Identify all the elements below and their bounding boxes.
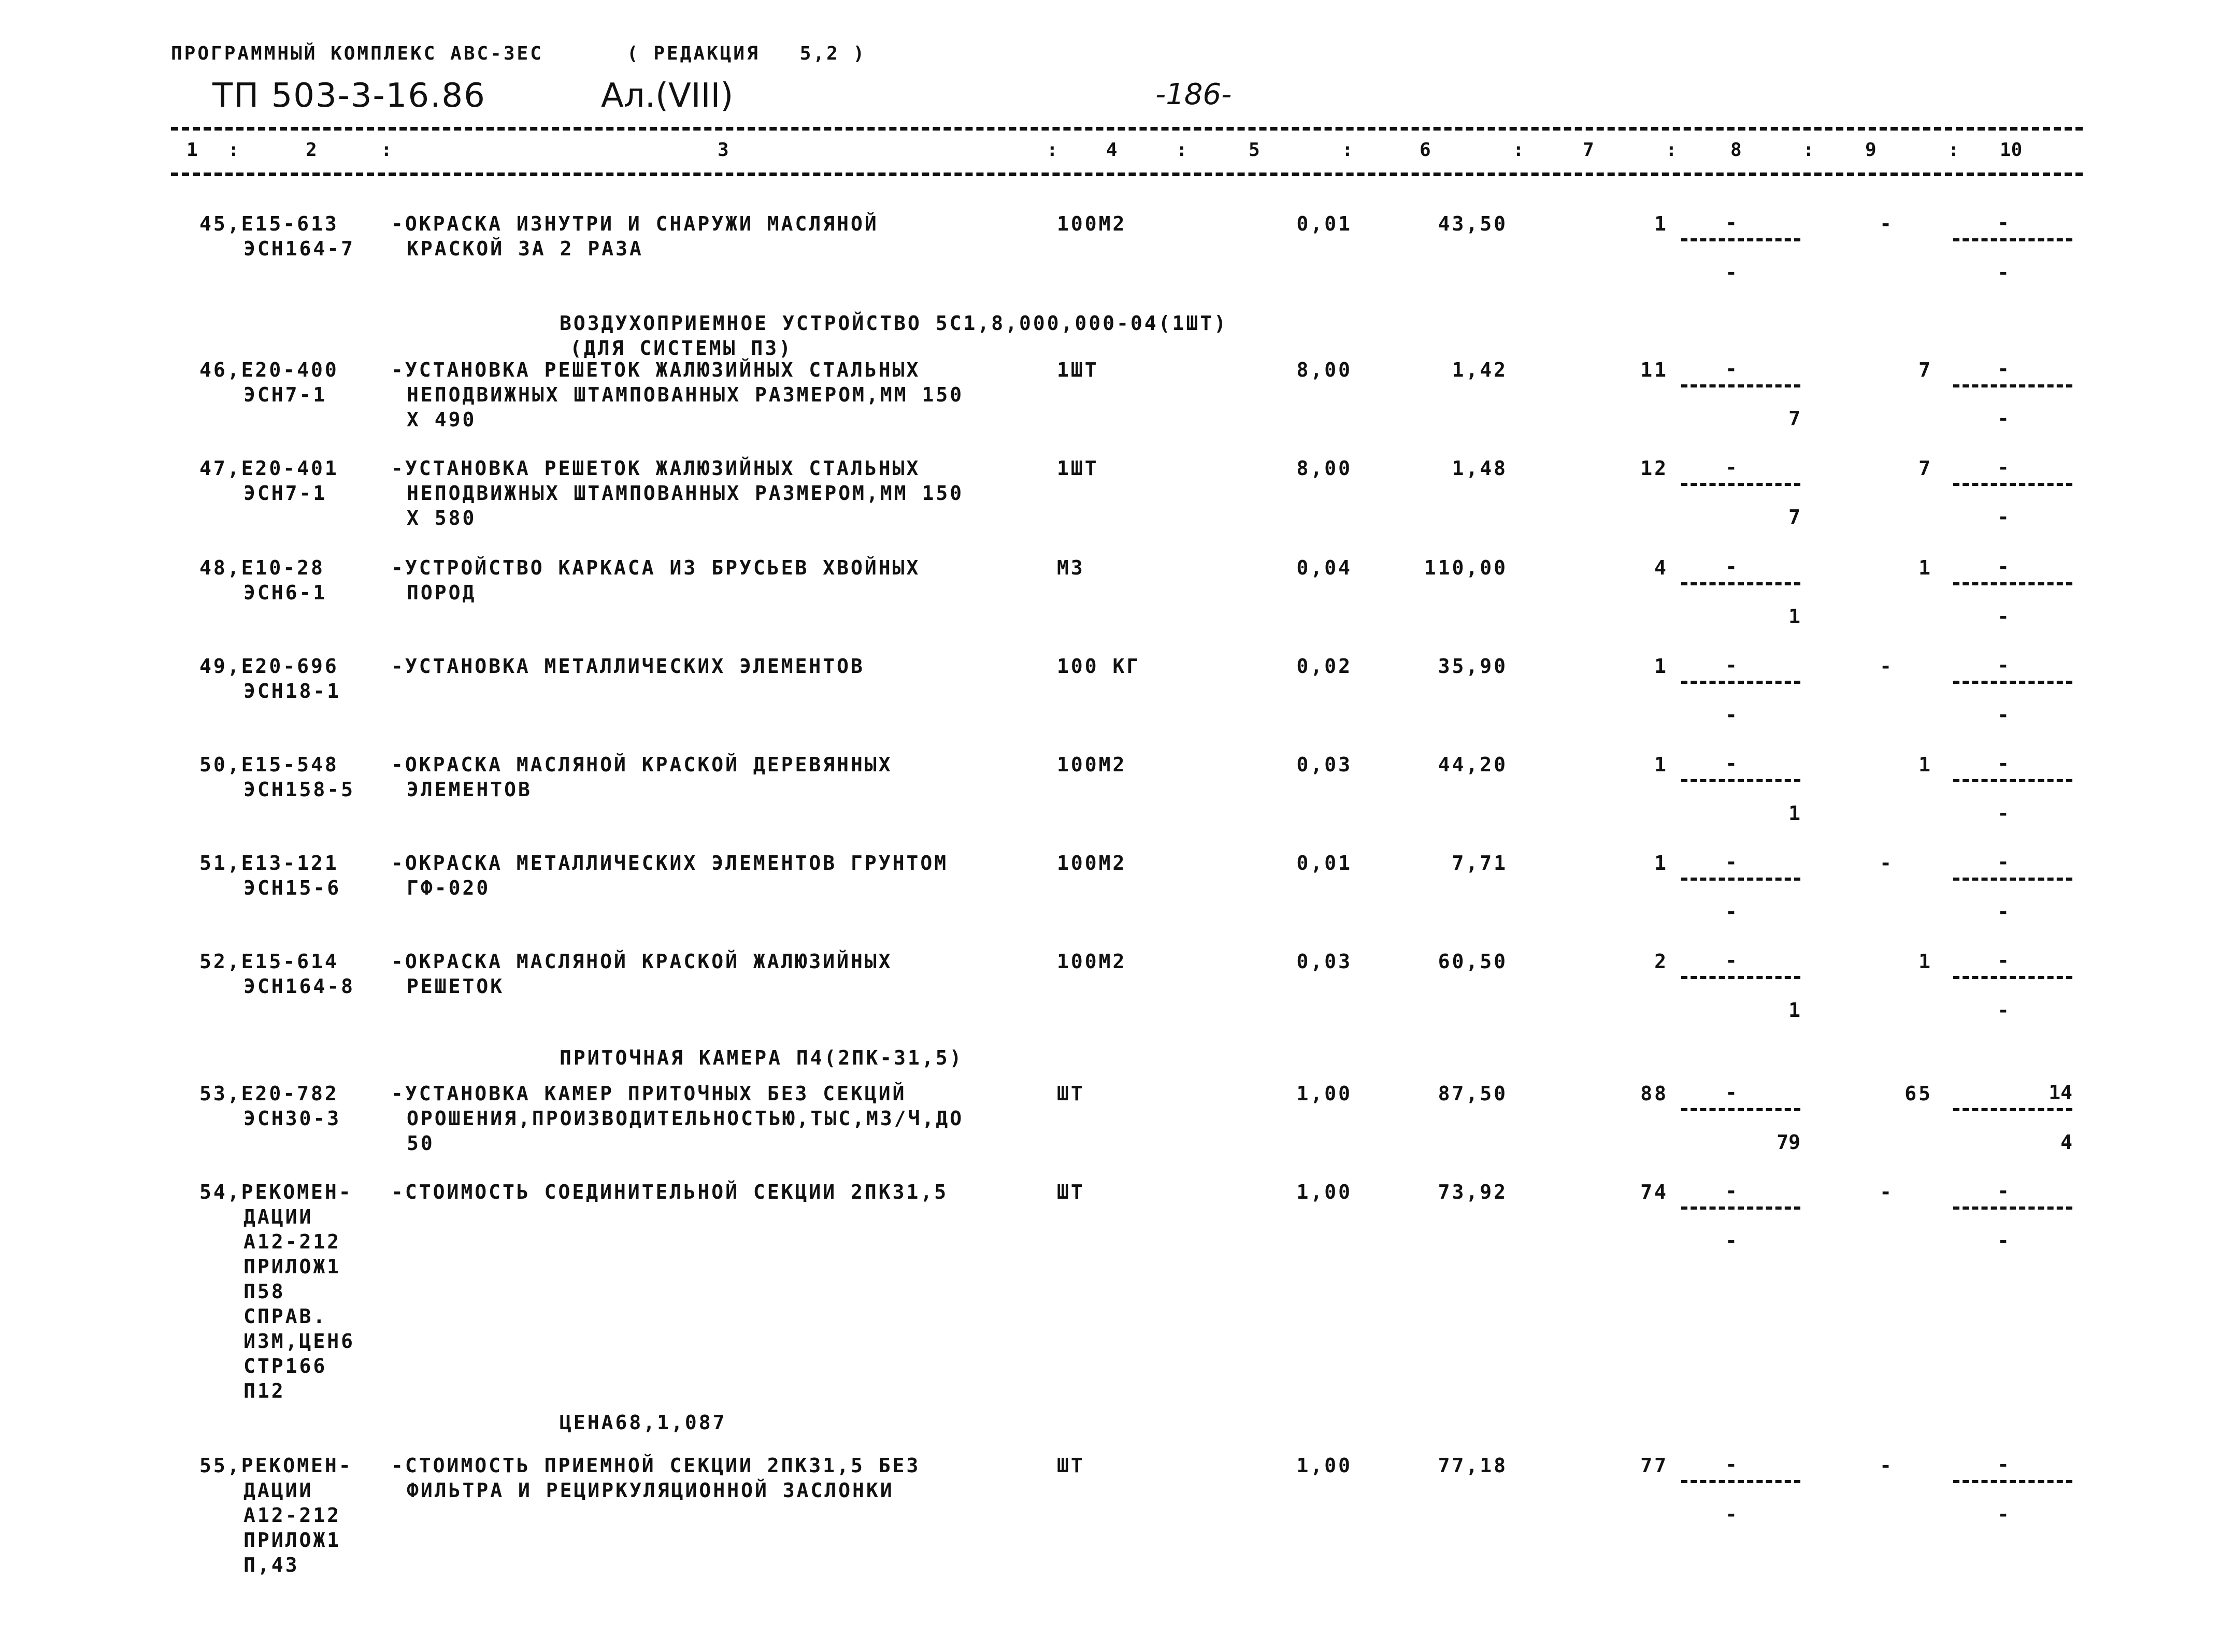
row-code: ЭСН6-1 xyxy=(244,581,327,604)
row-col10-top: - xyxy=(1997,1453,2009,1476)
row-price: 60,50 xyxy=(1438,950,1508,973)
row-description: РЕШЕТОК xyxy=(407,975,505,998)
row-price: 110,00 xyxy=(1424,556,1508,579)
row-col10 xyxy=(1953,211,2072,294)
row-col10-bottom: - xyxy=(1997,999,2009,1022)
row-col10-top: 14 xyxy=(2049,1081,2072,1104)
section-heading: (ДЛЯ СИСТЕМЫ П3) xyxy=(570,337,793,360)
row-col10-top: - xyxy=(1997,211,2009,234)
row-col10-bottom: - xyxy=(1997,261,2009,284)
row-col7: 11 xyxy=(1640,358,1668,381)
row-col8-bottom: - xyxy=(1725,1503,1737,1526)
row-col8 xyxy=(1681,1453,1800,1536)
row-description: -ОКРАСКА МЕТАЛЛИЧЕСКИХ ЭЛЕМЕНТОВ ГРУНТОМ xyxy=(391,852,949,874)
column-header-6: 6 xyxy=(1420,139,1431,161)
row-col8 xyxy=(1681,357,1800,440)
row-col9: - xyxy=(1880,212,1894,235)
row-col10-top: - xyxy=(1997,456,2009,479)
column-separator: : xyxy=(1803,139,1814,161)
column-header-8: 8 xyxy=(1730,139,1742,161)
row-description: ЭЛЕМЕНТОВ xyxy=(407,778,532,801)
row-code: ДАЦИИ xyxy=(244,1479,313,1502)
row-code: П58 xyxy=(244,1280,285,1303)
row-col10-divider xyxy=(1953,1480,2072,1483)
row-col8-divider xyxy=(1681,681,1800,684)
row-col10-divider xyxy=(1953,238,2072,241)
row-col10-top: - xyxy=(1997,949,2009,972)
row-unit: ШТ xyxy=(1057,1454,1085,1477)
row-code: ЭСН7-1 xyxy=(244,383,327,406)
row-col8-divider xyxy=(1681,878,1800,881)
row-code: 53,Е20-782 xyxy=(199,1082,339,1105)
row-col8 xyxy=(1681,555,1800,638)
row-col8-bottom: - xyxy=(1725,261,1737,284)
row-col8-bottom: 79 xyxy=(1777,1131,1800,1154)
row-col10 xyxy=(1953,851,2072,933)
edition-label: ( РЕДАКЦИЯ 5,2 ) xyxy=(627,43,867,64)
row-description: КРАСКОЙ ЗА 2 РАЗА xyxy=(407,237,643,260)
row-col10-divider xyxy=(1953,1108,2072,1111)
row-code: ПРИЛОЖ1 xyxy=(244,1529,341,1552)
row-col8-top: - xyxy=(1725,654,1737,677)
row-col10-bottom: 4 xyxy=(2060,1131,2072,1154)
row-price: 1,42 xyxy=(1452,358,1508,381)
row-description: НЕПОДВИЖНЫХ ШТАМПОВАННЫХ РАЗМЕРОМ,ММ 150 xyxy=(407,383,964,406)
row-quantity: 1,00 xyxy=(1296,1181,1352,1203)
row-col9: 1 xyxy=(1918,753,1932,776)
row-code: ЭСН18-1 xyxy=(244,680,341,702)
row-col8-top: - xyxy=(1725,456,1737,479)
row-col8 xyxy=(1681,851,1800,933)
row-quantity: 0,04 xyxy=(1296,556,1352,579)
row-col7: 1 xyxy=(1654,212,1668,235)
column-header-4: 4 xyxy=(1106,139,1118,161)
row-description: -ОКРАСКА ИЗНУТРИ И СНАРУЖИ МАСЛЯНОЙ xyxy=(391,212,879,235)
row-code: СПРАВ. xyxy=(244,1305,327,1328)
row-code: ЭСН15-6 xyxy=(244,877,341,899)
column-separator: : xyxy=(1047,139,1058,161)
section-heading: ЦЕНА68,1,087 xyxy=(560,1411,727,1434)
row-col10 xyxy=(1953,1453,2072,1536)
row-col8-top: - xyxy=(1725,752,1737,775)
row-col7: 88 xyxy=(1640,1082,1668,1105)
row-col9: 1 xyxy=(1918,950,1932,973)
column-separator: : xyxy=(381,139,392,161)
row-description: -УСТАНОВКА КАМЕР ПРИТОЧНЫХ БЕЗ СЕКЦИЙ xyxy=(391,1082,907,1105)
row-col8-top: - xyxy=(1725,555,1737,578)
row-col10-bottom: - xyxy=(1997,703,2009,726)
row-col10 xyxy=(1953,1081,2072,1164)
row-description: ГФ-020 xyxy=(407,877,491,899)
row-description: -СТОИМОСТЬ ПРИЕМНОЙ СЕКЦИИ 2ПК31,5 БЕЗ xyxy=(391,1454,921,1477)
row-col10-divider xyxy=(1953,582,2072,585)
column-separator: : xyxy=(1666,139,1677,161)
row-unit: 100М2 xyxy=(1057,950,1127,973)
row-col10-top: - xyxy=(1997,654,2009,677)
column-separators: : xyxy=(228,139,239,161)
row-col8-bottom: 1 xyxy=(1788,802,1800,825)
row-code: 46,Е20-400 xyxy=(199,358,339,381)
row-description: ФИЛЬТРА И РЕЦИРКУЛЯЦИОННОЙ ЗАСЛОНКИ xyxy=(407,1479,894,1502)
row-col10-top: - xyxy=(1997,1180,2009,1202)
page-number: -186- xyxy=(1155,78,1232,111)
row-col8-top: - xyxy=(1725,851,1737,873)
row-code: 52,Е15-614 xyxy=(199,950,339,973)
row-col10-bottom: - xyxy=(1997,802,2009,825)
row-col8 xyxy=(1681,456,1800,539)
row-col9: - xyxy=(1880,655,1894,678)
row-code: ЭСН7-1 xyxy=(244,482,327,505)
row-col8-divider xyxy=(1681,582,1800,585)
row-quantity: 1,00 xyxy=(1296,1082,1352,1105)
row-quantity: 8,00 xyxy=(1296,358,1352,381)
row-col8-divider xyxy=(1681,779,1800,782)
section-heading: ПРИТОЧНАЯ КАМЕРА П4(2ПК-31,5) xyxy=(560,1046,964,1069)
row-price: 77,18 xyxy=(1438,1454,1508,1477)
row-quantity: 0,01 xyxy=(1296,212,1352,235)
row-col10-top: - xyxy=(1997,752,2009,775)
row-col10 xyxy=(1953,456,2072,539)
row-col9: - xyxy=(1880,852,1894,874)
row-description: ПОРОД xyxy=(407,581,477,604)
row-col8-top: - xyxy=(1725,357,1737,380)
row-unit: 100М2 xyxy=(1057,753,1127,776)
row-col8 xyxy=(1681,1081,1800,1164)
row-col8-divider xyxy=(1681,483,1800,486)
row-code: 50,Е15-548 xyxy=(199,753,339,776)
row-code: ЭСН164-7 xyxy=(244,237,355,260)
row-code: ИЗМ,ЦЕН6 xyxy=(244,1330,355,1353)
row-col10-divider xyxy=(1953,483,2072,486)
row-code: ДАЦИИ xyxy=(244,1205,313,1228)
row-col7: 12 xyxy=(1640,457,1668,480)
row-description: 50 xyxy=(407,1132,435,1155)
row-col10 xyxy=(1953,1180,2072,1262)
row-code: 47,Е20-401 xyxy=(199,457,339,480)
row-description: Х 580 xyxy=(407,507,477,529)
top-rule xyxy=(171,127,2083,131)
row-code: А12-212 xyxy=(244,1504,341,1527)
row-description: -УСТРОЙСТВО КАРКАСА ИЗ БРУСЬЕВ ХВОЙНЫХ xyxy=(391,556,921,579)
doc-code: ТП 503-3-16.86 xyxy=(212,77,486,115)
row-description: -СТОИМОСТЬ СОЕДИНИТЕЛЬНОЙ СЕКЦИИ 2ПК31,5 xyxy=(391,1181,949,1203)
row-col9: 7 xyxy=(1918,457,1932,480)
row-col8-divider xyxy=(1681,384,1800,387)
row-col10-top: - xyxy=(1997,357,2009,380)
column-header-9: 9 xyxy=(1865,139,1877,161)
row-col10-bottom: - xyxy=(1997,605,2009,628)
header-rule xyxy=(171,173,2083,176)
row-unit: 100М2 xyxy=(1057,212,1127,235)
program-title: ПРОГРАММНЫЙ КОМПЛЕКС АВС-ЗЕС xyxy=(171,43,543,64)
row-col10-bottom: - xyxy=(1997,506,2009,528)
row-description: Х 490 xyxy=(407,408,477,431)
row-code: ПРИЛОЖ1 xyxy=(244,1255,341,1278)
row-code: 45,Е15-613 xyxy=(199,212,339,235)
column-separator: : xyxy=(1513,139,1524,161)
row-code: ЭСН164-8 xyxy=(244,975,355,998)
row-unit: 1ШТ xyxy=(1057,457,1099,480)
row-col7: 1 xyxy=(1654,753,1668,776)
row-col10-divider xyxy=(1953,779,2072,782)
row-col7: 1 xyxy=(1654,655,1668,678)
row-col8 xyxy=(1681,654,1800,737)
row-col10 xyxy=(1953,357,2072,440)
section-heading: ВОЗДУХОПРИЕМНОЕ УСТРОЙСТВО 5С1,8,000,000-04(1ШТ) xyxy=(560,312,1228,335)
column-header-3: 3 xyxy=(718,139,729,161)
row-description: -ОКРАСКА МАСЛЯНОЙ КРАСКОЙ ЖАЛЮЗИЙНЫХ xyxy=(391,950,893,973)
row-col8-top: - xyxy=(1725,1081,1737,1104)
column-header-1: 1 xyxy=(187,139,198,161)
row-col8-bottom: 7 xyxy=(1788,506,1800,528)
row-code: 54,РЕКОМЕН- xyxy=(199,1181,353,1203)
row-col8 xyxy=(1681,949,1800,1032)
column-separator: : xyxy=(1176,139,1187,161)
row-col8 xyxy=(1681,1180,1800,1262)
row-col10-divider xyxy=(1953,1206,2072,1210)
row-col8-divider xyxy=(1681,976,1800,979)
column-header-7: 7 xyxy=(1583,139,1594,161)
row-price: 7,71 xyxy=(1452,852,1508,874)
column-header-10: 10 xyxy=(2000,139,2023,161)
row-col8-bottom: - xyxy=(1725,900,1737,923)
row-col8 xyxy=(1681,752,1800,835)
row-col10-bottom: - xyxy=(1997,1229,2009,1252)
row-quantity: 0,03 xyxy=(1296,753,1352,776)
row-col8-bottom: 1 xyxy=(1788,999,1800,1022)
column-separator: : xyxy=(1948,139,1959,161)
row-col8-bottom: - xyxy=(1725,1229,1737,1252)
row-col8-divider xyxy=(1681,238,1800,241)
row-description: -УСТАНОВКА РЕШЕТОК ЖАЛЮЗИЙНЫХ СТАЛЬНЫХ xyxy=(391,457,921,480)
row-description: -ОКРАСКА МАСЛЯНОЙ КРАСКОЙ ДЕРЕВЯННЫХ xyxy=(391,753,893,776)
row-code: 48,Е10-28 xyxy=(199,556,325,579)
row-col9: 1 xyxy=(1918,556,1932,579)
row-col8-bottom: 7 xyxy=(1788,407,1800,430)
row-code: 49,Е20-696 xyxy=(199,655,339,678)
row-code: СТР166 xyxy=(244,1355,327,1377)
row-code: А12-212 xyxy=(244,1230,341,1253)
column-header-5: 5 xyxy=(1249,139,1260,161)
row-col8-top: - xyxy=(1725,949,1737,972)
row-col7: 2 xyxy=(1654,950,1668,973)
row-col9: - xyxy=(1880,1454,1894,1477)
row-col10-bottom: - xyxy=(1997,407,2009,430)
row-col8-bottom: - xyxy=(1725,703,1737,726)
row-col10 xyxy=(1953,555,2072,638)
row-code: П12 xyxy=(244,1380,285,1402)
row-unit: ШТ xyxy=(1057,1082,1085,1105)
row-col10-top: - xyxy=(1997,851,2009,873)
row-code: 51,Е13-121 xyxy=(199,852,339,874)
row-quantity: 0,01 xyxy=(1296,852,1352,874)
row-col10 xyxy=(1953,949,2072,1032)
row-unit: М3 xyxy=(1057,556,1085,579)
row-quantity: 1,00 xyxy=(1296,1454,1352,1477)
row-description: -УСТАНОВКА РЕШЕТОК ЖАЛЮЗИЙНЫХ СТАЛЬНЫХ xyxy=(391,358,921,381)
column-header-2: 2 xyxy=(306,139,317,161)
row-col10 xyxy=(1953,654,2072,737)
row-col10-bottom: - xyxy=(1997,1503,2009,1526)
row-price: 35,90 xyxy=(1438,655,1508,678)
row-col9: 7 xyxy=(1918,358,1932,381)
row-col10-divider xyxy=(1953,681,2072,684)
row-col8-top: - xyxy=(1725,211,1737,234)
column-separator: : xyxy=(1342,139,1353,161)
album-label: Ал.(VIII) xyxy=(601,77,734,115)
row-col9: 65 xyxy=(1904,1082,1932,1105)
row-col9: - xyxy=(1880,1181,1894,1203)
row-col8-top: - xyxy=(1725,1453,1737,1476)
row-col8-top: - xyxy=(1725,1180,1737,1202)
row-col8-divider xyxy=(1681,1206,1800,1210)
row-price: 44,20 xyxy=(1438,753,1508,776)
row-description: НЕПОДВИЖНЫХ ШТАМПОВАННЫХ РАЗМЕРОМ,ММ 150 xyxy=(407,482,964,505)
row-col10-divider xyxy=(1953,976,2072,979)
row-price: 1,48 xyxy=(1452,457,1508,480)
row-col7: 77 xyxy=(1640,1454,1668,1477)
row-col10 xyxy=(1953,752,2072,835)
row-col8 xyxy=(1681,211,1800,294)
row-code: ЭСН158-5 xyxy=(244,778,355,801)
row-unit: 1ШТ xyxy=(1057,358,1099,381)
row-col10-divider xyxy=(1953,384,2072,387)
row-unit: 100М2 xyxy=(1057,852,1127,874)
row-col8-bottom: 1 xyxy=(1788,605,1800,628)
row-quantity: 0,03 xyxy=(1296,950,1352,973)
row-col8-divider xyxy=(1681,1108,1800,1111)
row-col7: 1 xyxy=(1654,852,1668,874)
row-col10-bottom: - xyxy=(1997,900,2009,923)
row-description: -УСТАНОВКА МЕТАЛЛИЧЕСКИХ ЭЛЕМЕНТОВ xyxy=(391,655,865,678)
row-col8-divider xyxy=(1681,1480,1800,1483)
row-code: ЭСН30-3 xyxy=(244,1107,341,1130)
row-col10-divider xyxy=(1953,878,2072,881)
row-unit: 100 КГ xyxy=(1057,655,1141,678)
row-price: 73,92 xyxy=(1438,1181,1508,1203)
row-quantity: 8,00 xyxy=(1296,457,1352,480)
row-col10-top: - xyxy=(1997,555,2009,578)
row-description: ОРОШЕНИЯ,ПРОИЗВОДИТЕЛЬНОСТЬЮ,ТЫС,М3/Ч,ДО xyxy=(407,1107,964,1130)
row-code: П,43 xyxy=(244,1554,299,1576)
row-price: 43,50 xyxy=(1438,212,1508,235)
row-code: 55,РЕКОМЕН- xyxy=(199,1454,353,1477)
row-quantity: 0,02 xyxy=(1296,655,1352,678)
row-price: 87,50 xyxy=(1438,1082,1508,1105)
row-col7: 4 xyxy=(1654,556,1668,579)
row-unit: ШТ xyxy=(1057,1181,1085,1203)
row-col7: 74 xyxy=(1640,1181,1668,1203)
